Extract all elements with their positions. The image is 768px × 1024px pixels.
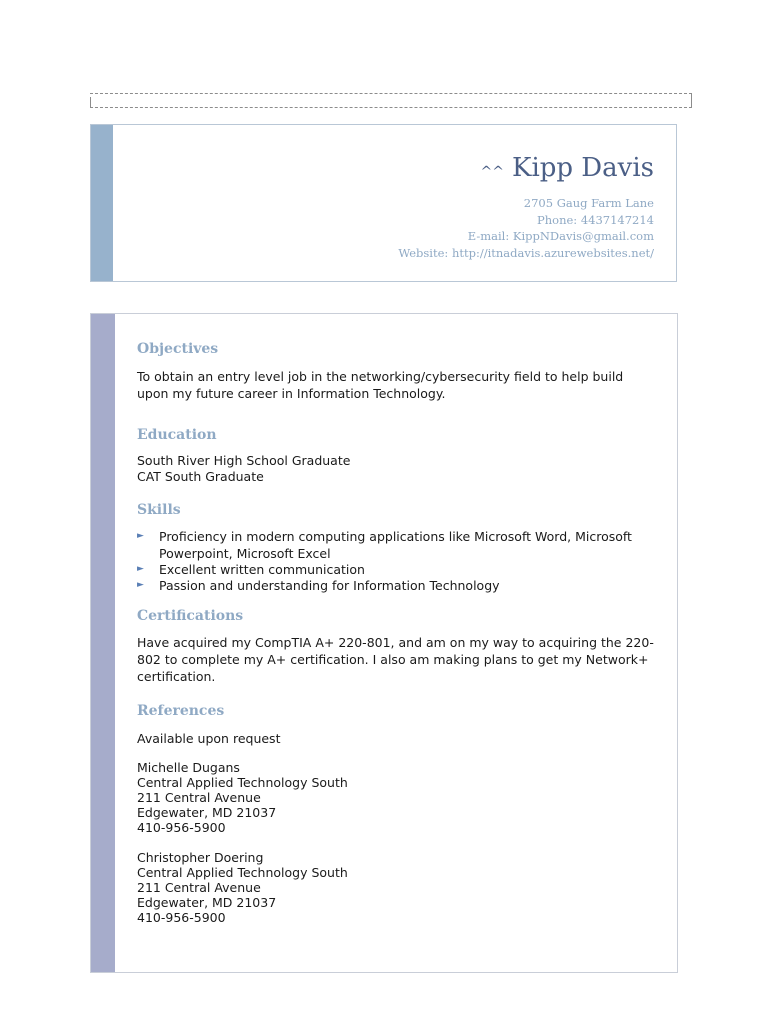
reference-org: Central Applied Technology South [137, 775, 348, 790]
reference-org: Central Applied Technology South [137, 865, 348, 880]
header-accent-bar [91, 125, 113, 281]
skills-heading: Skills [137, 502, 181, 518]
dashed-divider-left-edge [90, 97, 91, 107]
objectives-heading: Objectives [137, 341, 219, 357]
reference-phone: 410-956-5900 [137, 820, 226, 835]
objectives-line: To obtain an entry level job in the networking/cybersecurity field to help build [137, 369, 624, 384]
reference-entry [137, 850, 657, 925]
dashed-divider-top [90, 93, 692, 94]
applicant-name: Kipp Davis [512, 153, 654, 183]
reference-street: 211 Central Avenue [137, 880, 261, 895]
reference-name: Michelle Dugans [137, 760, 240, 775]
email-text: E-mail: KippNDavis@gmail.com [467, 229, 654, 243]
certifications-line: 802 to complete my A+ certification. I also am making plans to get my Network+ [137, 652, 649, 667]
contact-block [398, 151, 654, 261]
education-line: CAT South Graduate [137, 469, 264, 484]
certifications-heading: Certifications [137, 608, 244, 624]
triangle-right-icon: ► [137, 564, 144, 574]
skill-item [137, 561, 657, 578]
triangle-right-icon: ► [137, 531, 144, 541]
caret-up-icon: ^^ [480, 164, 505, 180]
certifications-text [137, 634, 657, 685]
skills-list [137, 528, 657, 594]
skill-text: Excellent written communication [159, 562, 365, 577]
resume-body-box [90, 313, 678, 973]
education-heading: Education [137, 427, 217, 443]
reference-phone: 410-956-5900 [137, 910, 226, 925]
references-note: Available upon request [137, 731, 281, 746]
address-text: 2705 Gaug Farm Lane [523, 196, 654, 210]
objectives-text [137, 368, 657, 402]
body-accent-bar [91, 314, 115, 972]
triangle-right-icon: ► [137, 580, 144, 590]
skill-item [137, 528, 657, 562]
education-line: South River High School Graduate [137, 453, 351, 468]
certifications-line: certification. [137, 669, 216, 684]
contact-header-box [90, 124, 677, 282]
skill-text: Passion and understanding for Information Technology [159, 578, 500, 593]
certifications-line: Have acquired my CompTIA A+ 220-801, and am on my way to acquiring the 220- [137, 635, 654, 650]
reference-city: Edgewater, MD 21037 [137, 805, 277, 820]
website-text: Website: http://itnadavis.azurewebsites.net/ [398, 245, 654, 260]
reference-street: 211 Central Avenue [137, 790, 261, 805]
phone-text: Phone: 4437147214 [537, 212, 654, 227]
name-line [398, 151, 654, 185]
education-text [137, 453, 657, 485]
skill-item [137, 577, 657, 594]
dashed-divider-right-edge [691, 93, 692, 107]
reference-entry [137, 760, 657, 835]
skill-text: Proficiency in modern computing applications like Microsoft Word, Microsoft Powerpoint, Microsoft Excel [159, 529, 632, 561]
objectives-line: upon my future career in Information Technology. [137, 386, 446, 401]
reference-name: Christopher Doering [137, 850, 264, 865]
references-heading: References [137, 703, 225, 719]
reference-city: Edgewater, MD 21037 [137, 895, 277, 910]
dashed-divider-bottom [90, 107, 692, 108]
